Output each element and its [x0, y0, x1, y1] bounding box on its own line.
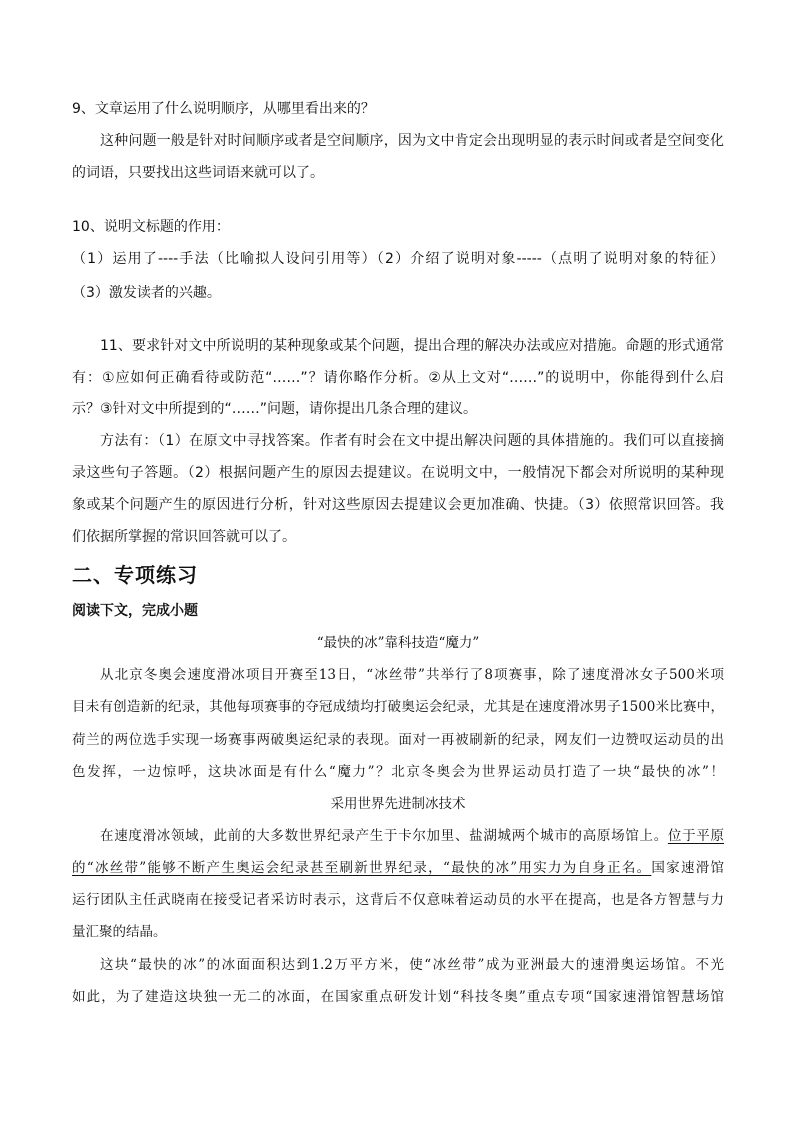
q11-body-line-1: 11、要求针对文中所说明的某种现象或某个问题，提出合理的解决办法或应对措施。命题的形式通常 — [100, 338, 724, 354]
article-p1-line-1: 从北京冬奥会速度滑冰项目开赛至13日，“冰丝带”共举行了8项赛事，除了速度滑冰女子500米项 — [100, 667, 724, 683]
q9-title: 9、文章运用了什么说明顺序，从哪里看出来的？ — [72, 101, 375, 117]
article-p3-line-2: 如此，为了建造这块独一无二的冰面，在国家重点研发计划“科技冬奥”重点专项“国家速滑馆智慧场馆 — [72, 989, 724, 1005]
q9-body-line-1: 这种问题一般是针对时间顺序或者是空间顺序，因为文中肯定会出现明显的表示时间或者是空间变化 — [100, 133, 724, 149]
article-p2-line-1 — [100, 826, 724, 846]
q11-body-line-3: 示？③针对文中所提到的“……”问题，请你提出几条合理的建议。 — [72, 401, 478, 417]
article-p2-line-2 — [72, 858, 724, 878]
article-p1-line-2: 目未有创造新的纪录，其他每项赛事的夺冠成绩均打破奥运会纪录，尤其是在速度滑冰男子1500米比赛中， — [72, 699, 724, 715]
article-p1-line-4: 色发挥，一边惊呼，这块冰面是有什么“魔力”？北京冬奥会为世界运动员打造了一块“最快的冰”！ — [72, 764, 724, 780]
section-heading: 二、专项练习 — [72, 563, 198, 587]
q10-body-line-1: （1）运用了----手法（比喻拟人设问引用等）（2）介绍了说明对象-----（点明了说明对象的特征） — [72, 251, 724, 267]
p2-line1-underlined: 位于平原 — [667, 828, 724, 844]
method-line-4: 们依据所掌握的常识回答就可以了。 — [72, 529, 296, 545]
article-p3-line-1: 这块“最快的冰”的冰面面积达到1.2万平方米，使“冰丝带”成为亚洲最大的速滑奥运场馆。不光 — [100, 957, 724, 973]
method-line-1: 方法有：（1）在原文中寻找答案。作者有时会在文中提出解决问题的具体措施的。我们可以直接摘 — [100, 433, 724, 449]
p2-line2-underlined: 的“冰丝带”能够不断产生奥运会纪录甚至刷新世界纪录，“最快的冰”用实力为自身正名。 — [72, 860, 652, 876]
article-p2-line-4: 量汇聚的结晶。 — [72, 924, 167, 940]
article-p1-line-3: 荷兰的两位选手实现一场赛事两破奥运纪录的表现。面对一再被刷新的纪录，网友们一边赞叹运动员的出 — [72, 732, 724, 748]
p2-line2-text: 国家速滑馆 — [651, 860, 724, 876]
section-instruction: 阅读下文，完成小题 — [72, 603, 198, 619]
q10-title: 10、说明文标题的作用： — [72, 219, 230, 235]
method-line-2: 录这些句子答题。（2）根据问题产生的原因去提建议。在说明文中，一般情况下都会对所说明的某种现 — [72, 465, 724, 481]
q11-body-line-2: 有：①应如何正确看待或防范“……”？请你略作分析。②从上文对“……”的说明中，你能得到什么启 — [72, 370, 724, 386]
q10-body-line-2: （3）激发读者的兴趣。 — [72, 285, 221, 301]
q9-body-line-2: 的词语，只要找出这些词语来就可以了。 — [72, 165, 324, 181]
method-line-3: 象或某个问题产生的原因进行分析，针对这些原因去提建议会更加准确、快捷。（3）依照常识回答。我 — [72, 497, 724, 513]
article-title: “最快的冰”靠科技造“魔力” — [316, 635, 480, 651]
article-p2-line-3: 运行团队主任武晓南在接受记者采访时表示，这背后不仅意味着运动员的水平在提高，也是各方智慧与力 — [72, 892, 724, 908]
article-subtitle: 采用世界先进制冰技术 — [330, 796, 466, 812]
p2-line1-text: 在速度滑冰领域，此前的大多数世界纪录产生于卡尔加里、盐湖城两个城市的高原场馆上。 — [100, 828, 668, 844]
